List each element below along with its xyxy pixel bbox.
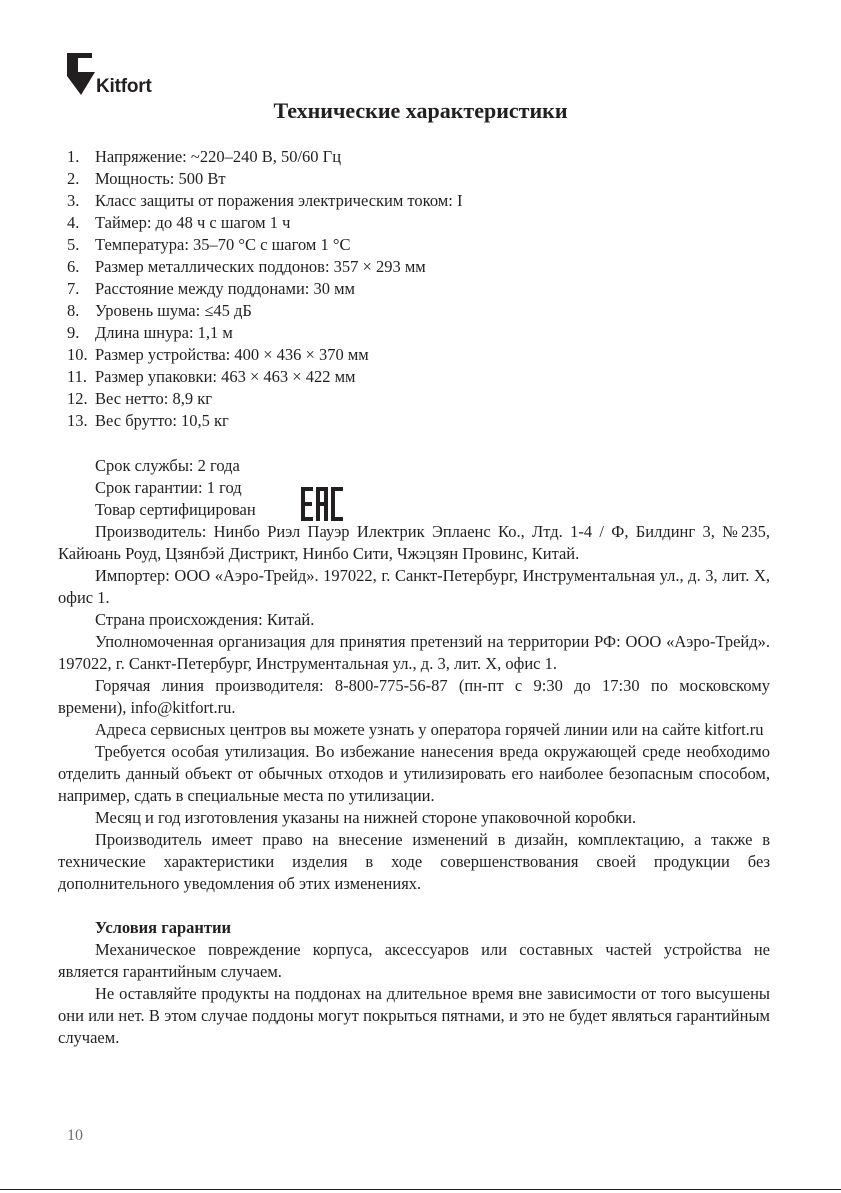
brand-name: Kitfort xyxy=(96,76,152,97)
spec-number: 3. xyxy=(67,191,80,210)
spec-text: Напряжение: ~220–240 В, 50/60 Гц xyxy=(95,147,342,166)
spec-number: 11. xyxy=(67,367,88,386)
spec-number: 12. xyxy=(67,389,88,408)
spec-number: 13. xyxy=(67,411,88,430)
spec-list xyxy=(67,146,787,432)
spec-item xyxy=(67,300,787,322)
spec-item xyxy=(67,388,787,410)
spec-text: Расстояние между поддонами: 30 мм xyxy=(95,279,355,298)
spec-number: 2. xyxy=(67,169,80,188)
spec-item xyxy=(67,146,787,168)
spec-text: Вес брутто: 10,5 кг xyxy=(95,411,229,430)
spec-text: Размер металлических поддонов: 357 × 293 мм xyxy=(95,257,426,276)
spec-item xyxy=(67,234,787,256)
manufacturer: Производитель: Нинбо Риэл Пауэр Илектрик Эплаенс Ко., Лтд. 1-4 / Ф, Билдинг 3, №235, Кайюань Роуд, Цзянбэй Дистрикт, Нинбо Сити, Чжэцзян Провинс, Китай. xyxy=(58,522,770,563)
spec-text: Вес нетто: 8,9 кг xyxy=(95,389,213,408)
spec-number: 5. xyxy=(67,235,80,254)
warranty-period: Срок гарантии: 1 год xyxy=(95,478,242,497)
eac-mark-icon xyxy=(300,487,344,521)
service-centers: Адреса сервисных центров вы можете узнать у оператора горячей линии или на сайте kitfort.ru xyxy=(95,720,764,739)
spec-item xyxy=(67,256,787,278)
spec-item xyxy=(67,168,787,190)
spec-text: Уровень шума: ≤45 дБ xyxy=(95,301,252,320)
info-section xyxy=(58,455,770,1049)
spec-number: 9. xyxy=(67,323,80,342)
bottom-border xyxy=(0,1189,841,1190)
certified-label: Товар сертифицирован xyxy=(95,500,256,519)
page-number: 10 xyxy=(67,1127,83,1144)
certification-line xyxy=(58,499,770,521)
spec-text: Таймер: до 48 ч с шагом 1 ч xyxy=(95,213,291,232)
spec-text: Длина шнура: 1,1 м xyxy=(95,323,233,342)
spec-text: Мощность: 500 Вт xyxy=(95,169,226,188)
spec-number: 8. xyxy=(67,301,80,320)
spec-number: 10. xyxy=(67,345,88,364)
spec-item xyxy=(67,344,787,366)
authorized-organization: Уполномоченная организация для принятия претензий на территории РФ: ООО «Аэро-Трейд». 197022, г. Санкт-Петербург, Инструментальная ул., д. 3, лит. Х, офис 1. xyxy=(58,632,770,673)
changes-note: Производитель имеет право на внесение изменений в дизайн, комплектацию, а также в технические характеристики изделия в ходе совершенствования своей продукции без дополнительного уведомления об этих изменениях. xyxy=(58,830,770,893)
country-of-origin: Страна происхождения: Китай. xyxy=(95,610,315,629)
page-title: Технические характеристики xyxy=(273,98,568,123)
warranty-trays-note: Не оставляйте продукты на поддонах на длительное время вне зависимости от того высушены они или нет. В этом случае поддоны могут покрыться пятнами, и это не будет являться гарантийным случаем. xyxy=(58,984,770,1047)
spec-item xyxy=(67,278,787,300)
spec-number: 1. xyxy=(67,147,80,166)
spec-number: 6. xyxy=(67,257,80,276)
service-life: Срок службы: 2 года xyxy=(95,456,240,475)
spec-text: Класс защиты от поражения электрическим током: I xyxy=(95,191,463,210)
disposal-note: Требуется особая утилизация. Во избежание нанесения вреда окружающей среде необходимо отделить данный объект от обычных отходов и утилизировать его наиболее безопасным способом, например, сдать в специальные места по утилизации. xyxy=(58,742,770,805)
warranty-damage-note: Механическое повреждение корпуса, аксессуаров или составных частей устройства не является гарантийным случаем. xyxy=(58,940,770,981)
importer: Импортер: ООО «Аэро-Трейд». 197022, г. Санкт-Петербург, Инструментальная ул., д. 3, лит. Х, офис 1. xyxy=(58,566,770,607)
spec-item xyxy=(67,322,787,344)
manufacture-date-note: Месяц и год изготовления указаны на нижней стороне упаковочной коробки. xyxy=(95,808,637,827)
spec-item xyxy=(67,212,787,234)
spec-item xyxy=(67,190,787,212)
spec-text: Размер устройства: 400 × 436 × 370 мм xyxy=(95,345,369,364)
warranty-heading: Условия гарантии xyxy=(95,918,232,937)
brand-logo xyxy=(66,52,196,100)
spec-number: 4. xyxy=(67,213,80,232)
spacer xyxy=(58,895,770,917)
spec-item xyxy=(67,410,787,432)
spec-number: 7. xyxy=(67,279,80,298)
spec-item xyxy=(67,366,787,388)
spec-text: Размер упаковки: 463 × 463 × 422 мм xyxy=(95,367,356,386)
kitfort-logo-icon xyxy=(66,52,96,96)
spec-text: Температура: 35–70 °C с шагом 1 °C xyxy=(95,235,351,254)
hotline: Горячая линия производителя: 8-800-775-56-87 (пн-пт с 9:30 до 17:30 по московскому времени), info@kitfort.ru. xyxy=(58,676,770,717)
